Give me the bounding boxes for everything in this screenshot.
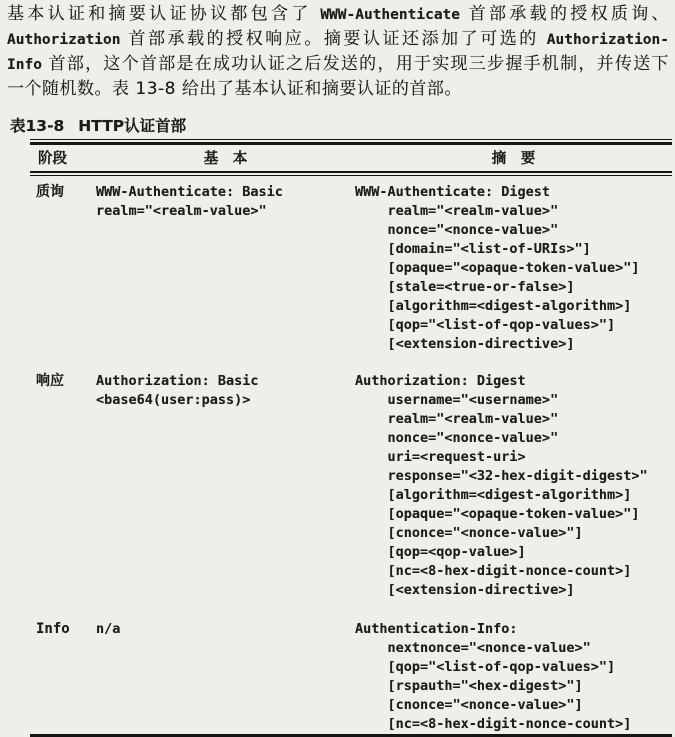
header-code-line: response="<32-hex-digit-digest>"	[355, 468, 648, 484]
header-code-line: [algorithm=<digest-algorithm>]	[355, 298, 632, 314]
text-run: 基本认证和摘要认证协议都包含了	[7, 4, 321, 24]
header-code-line: [opaque="<opaque-token-value>"]	[355, 260, 640, 276]
header-code-line: [domain="<list-of-URIs>"]	[355, 241, 591, 257]
paragraph-line	[7, 52, 669, 77]
inline-code: Info	[7, 57, 42, 73]
header-code-line: n/a	[96, 621, 121, 637]
header-code-line: Authentication-Info:	[355, 621, 518, 637]
header-cell-stage: 阶段	[38, 151, 67, 167]
header-code-line: nonce="<nonce-value>"	[355, 222, 559, 238]
header-code-line: realm="<realm-value>"	[355, 411, 559, 427]
basic-cell	[96, 183, 355, 221]
basic-cell	[96, 620, 355, 639]
header-code-line: nextnonce="<nonce-value>"	[355, 640, 591, 656]
header-code-line: realm="<realm-value>"	[355, 203, 559, 219]
inline-code: Authorization-	[546, 32, 669, 48]
header-code-line: [nc=<8-hex-digit-nonce-count>]	[355, 716, 632, 732]
table-row	[30, 620, 672, 734]
header-code-line: nonce="<nonce-value>"	[355, 430, 559, 446]
caption-number: 表13-8	[10, 117, 65, 135]
caption-title: HTTP认证首部	[78, 117, 187, 135]
header-code-line: [qop="<list-of-qop-values>"]	[355, 659, 616, 675]
header-code-line: [<extension-directive>]	[355, 336, 575, 352]
header-code-line: WWW-Authenticate: Digest	[355, 184, 551, 200]
header-code-line: [stale=<true-or-false>]	[355, 279, 575, 295]
header-code-line: uri=<request-uri>	[355, 449, 526, 465]
header-code-line: <base64(user:pass)>	[96, 392, 251, 408]
text-run: 一个随机数。表 13-8 给出了基本认证和摘要认证的首部。	[7, 79, 462, 99]
basic-cell	[96, 372, 355, 410]
header-cell-basic: 基 本	[203, 151, 248, 167]
paragraph-line	[7, 2, 669, 27]
header-code-line: [qop="<list-of-qop-values>"]	[355, 317, 616, 333]
inline-code: Authorization	[7, 32, 121, 48]
header-code-line: [qop=<qop-value>]	[355, 544, 526, 560]
text-run: 首部承载的授权质询、	[460, 4, 669, 24]
header-code-line: [algorithm=<digest-algorithm>]	[355, 487, 632, 503]
table-row	[30, 372, 672, 600]
table-caption	[10, 114, 186, 136]
header-code-line: realm="<realm-value>"	[96, 203, 267, 219]
text-run: 首部，这个首部是在成功认证之后发送的，用于实现三步握手机制，并传送下	[41, 54, 669, 74]
inline-code: WWW-Authenticate	[320, 7, 461, 23]
header-code-line: [<extension-directive>]	[355, 582, 575, 598]
stage-cell: Info	[36, 621, 70, 637]
digest-cell	[355, 183, 672, 354]
header-code-line: Authorization: Digest	[355, 373, 526, 389]
stage-cell: 质询	[36, 184, 64, 200]
digest-cell	[355, 372, 672, 600]
header-code-line: username="<username>"	[355, 392, 559, 408]
header-code-line: [opaque="<opaque-token-value>"]	[355, 506, 640, 522]
stage-cell: 响应	[36, 373, 64, 389]
text-run: 首部承载的授权响应。摘要认证还添加了可选的	[120, 29, 547, 49]
table-row	[30, 183, 672, 354]
paragraph	[7, 2, 669, 102]
header-code-line: [cnonce="<nonce-value>"]	[355, 697, 583, 713]
paragraph-line	[7, 77, 669, 102]
table-body	[30, 176, 672, 734]
header-code-line: [nc=<8-hex-digit-nonce-count>]	[355, 563, 632, 579]
header-cell-digest: 摘 要	[491, 151, 536, 167]
paragraph-line	[7, 27, 669, 52]
header-code-line: [rspauth="<hex-digest>"]	[355, 678, 583, 694]
table-header-row	[30, 145, 672, 171]
header-code-line: Authorization: Basic	[96, 373, 259, 389]
header-code-line: WWW-Authenticate: Basic	[96, 184, 283, 200]
auth-headers-table	[30, 139, 672, 737]
header-code-line: [cnonce="<nonce-value>"]	[355, 525, 583, 541]
digest-cell	[355, 620, 672, 734]
